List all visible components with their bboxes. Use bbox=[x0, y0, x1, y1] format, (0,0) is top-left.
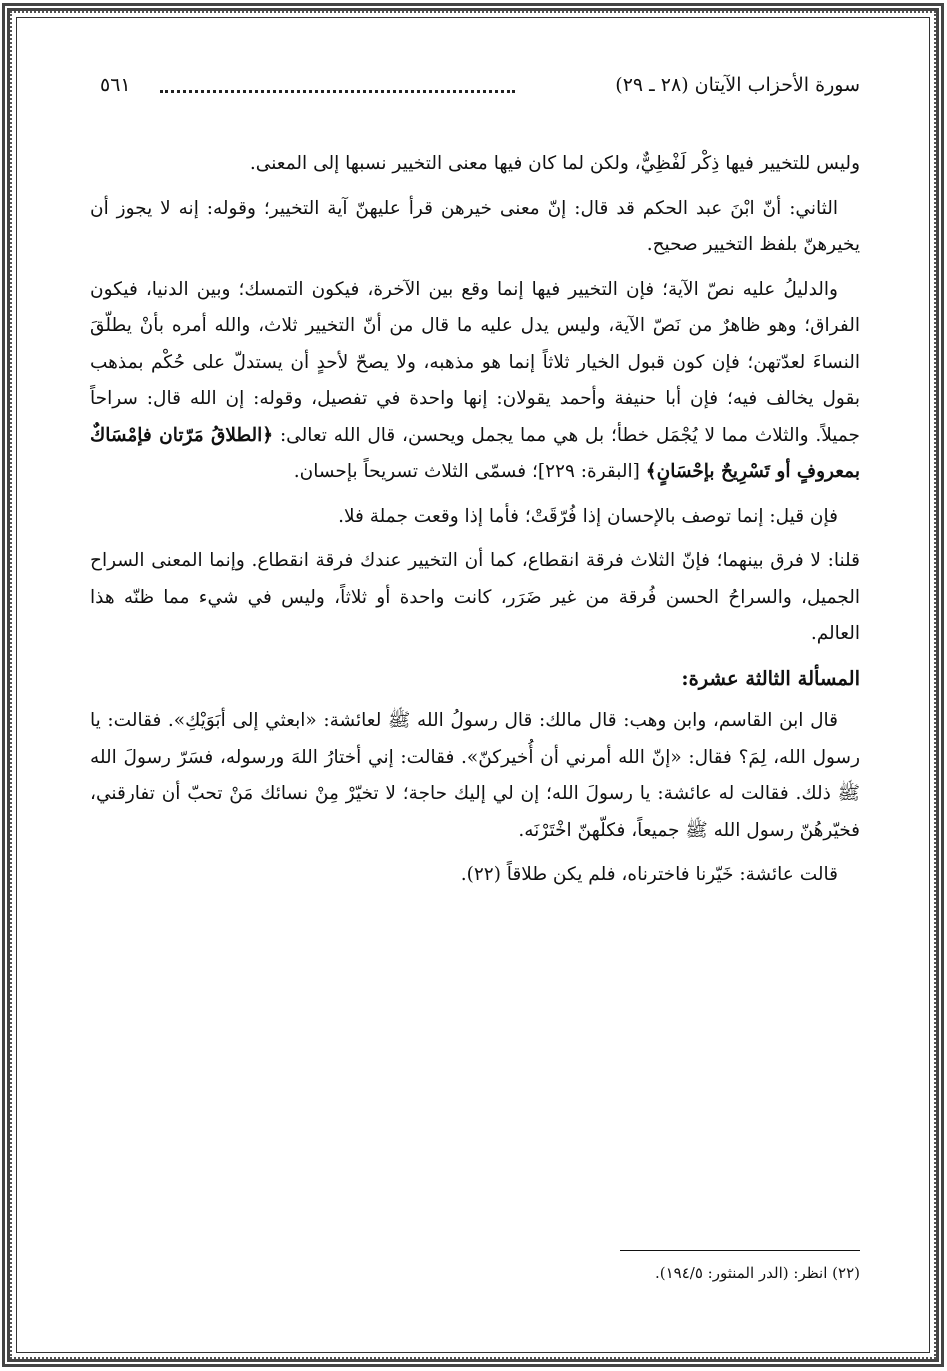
paragraph-text: والدليلُ عليه نصّ الآية؛ فإن التخيير فيها إنما وقع بين الآخرة، فيكون التمسك؛ وبين الدنيا، فيكون الفراق؛ وهو ظاهرٌ من نَصّ الآية، وليس يدل عليه ما قال من أنّ التخيير ثلاث، والله أمره بأنْ يطلّقَ النساءَ لعدّتهن؛ فإن كون قبول الخيار ثلاثاً إنما هو مذهبه، ولا يصحّ لأحدٍ أن يستدلّ على حُكْم بمذهب بقول يخالف فيه؛ فإن أبا حنيفة وأحمد يقولان: إنها واحدة في تفصيل، وقوله: إن الله قال: سراحاً جميلاً. والثلاث مما لا يُجْمَل خطأ؛ بل هي مما يجمل ويحسن، قال الله تعالى: bbox=[90, 278, 860, 446]
paragraph-with-quran bbox=[90, 272, 860, 491]
footnote-divider bbox=[620, 1250, 860, 1251]
paragraph: وليس للتخيير فيها ذِكْر لَفْظِيٌّ، ولكن لما كان فيها معنى التخيير نسبها إلى المعنى. bbox=[249, 153, 860, 174]
header-leader-dots bbox=[160, 90, 515, 93]
quran-verse: ﴿الطلاقُ مَرّتان فإمْسَاكٌ بمعروفٍ أو تَسْرِيحٌ بإحْسَانٍ﴾ bbox=[90, 424, 860, 482]
body-text bbox=[90, 146, 860, 902]
paragraph: فإن قيل: إنما توصف بالإحسان إذا فُرّقَتْ؛ فأما إذا وقعت جملة فلا. bbox=[338, 505, 838, 527]
running-title: سورة الأحزاب الآيتان (٢٨ ـ ٢٩) bbox=[615, 74, 860, 96]
running-header bbox=[90, 74, 860, 112]
section-heading: المسألة الثالثة عشرة: bbox=[681, 666, 860, 690]
paragraph: الثاني: أنّ ابْنَ عبد الحكم قد قال: إنّ معنى خيرهن قرأ عليهنّ آية التخيير؛ وقوله: إنه لا يجوز أن يخيرهنّ بلفظ التخيير صحيح. bbox=[90, 197, 860, 255]
paragraph: قالت عائشة: خَيّرنا فاخترناه، فلم يكن طلاقاً (٢٢). bbox=[460, 864, 838, 885]
footnote: (٢٢) انظر: (الدر المنثور: ١٩٤/٥). bbox=[654, 1264, 860, 1282]
page-number: ٥٦١ bbox=[100, 74, 131, 96]
paragraph: قال ابن القاسم، وابن وهب: قال مالك: قال رسولُ الله ﷺ لعائشة: «ابعثي إلى أبَوَيْكِ». فقالت: يا رسول الله، لِمَ؟ فقال: «إنّ الله أمرني أن أُخيركنّ». فقالت: إني أختارُ اللهَ ورسوله، فسَرّ رسولَ الله ﷺ ذلك. فقالت له عائشة: يا رسولَ الله؛ إن لي إليك حاجة؛ لا تخيّرْ مِنْ نسائك مَنْ تحبّ أن تفارقني، فخيّرهُنّ رسول الله ﷺ جميعاً، فكلّهنّ اخْتَرْنَه. bbox=[90, 710, 860, 841]
paragraph: قلنا: لا فرق بينهما؛ فإنّ الثلاث فرقة انقطاع، كما أن التخيير عندك فرقة انقطاع. وإنما المعنى السراح الجميل، والسراحُ الحسن فُرقة من غير ضَرَر، كانت واحدة أو ثلاثاً، وليس في شيء مما ظنّه هذا العالم. bbox=[90, 550, 860, 644]
book-page bbox=[90, 64, 860, 1314]
quran-reference: [البقرة: ٢٢٩]؛ فسمّى الثلاث تسريحاً بإحسان. bbox=[293, 461, 640, 482]
